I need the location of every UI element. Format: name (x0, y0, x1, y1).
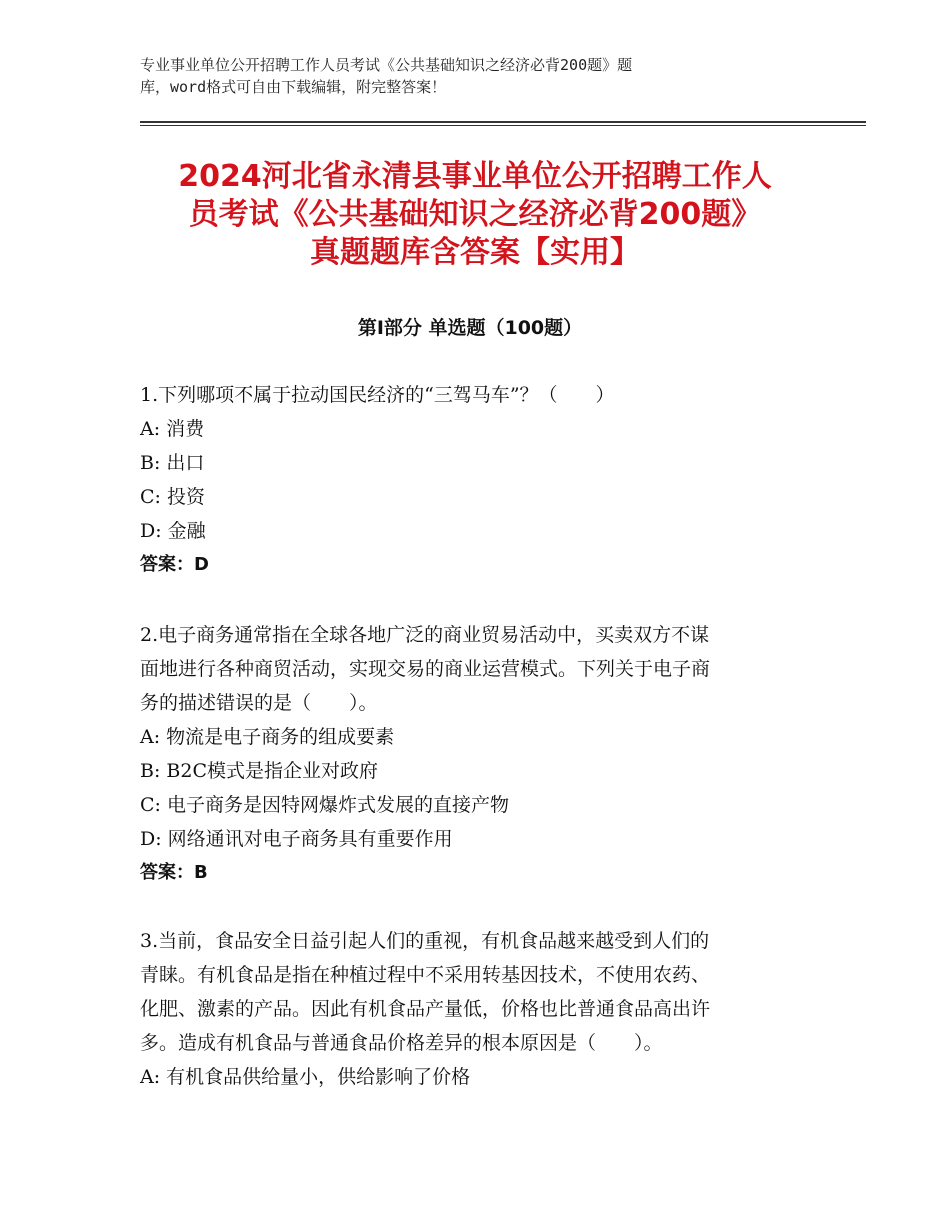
option-a: A: 有机食品供给量小，供给影响了价格 (140, 1066, 471, 1088)
header-divider-thick (140, 121, 866, 123)
section-heading: 第Ⅰ部分 单选题（100题） (357, 317, 583, 339)
title-line: 员考试《公共基础知识之经济必背200题》 (188, 197, 762, 232)
title-line: 真题题库含答案【实用】 (310, 235, 640, 270)
header-divider-thin (140, 125, 866, 126)
header-note (140, 54, 780, 98)
answer: 答案：B (140, 862, 208, 883)
question-stem: 面地进行各种商贸活动，实现交易的商业运营模式。下列关于电子商 (140, 658, 711, 680)
title-line: 2024河北省永清县事业单位公开招聘工作人 (178, 159, 772, 194)
question-2 (140, 618, 820, 890)
option-b: B: 出口 (140, 452, 205, 474)
question-1 (140, 378, 820, 582)
header-note-line: 库，word格式可自由下载编辑，附完整答案！ (140, 78, 447, 96)
header-note-line: 专业事业单位公开招聘工作人员考试《公共基础知识之经济必背200题》题 (140, 56, 633, 74)
question-3 (140, 924, 820, 1094)
option-c: C: 投资 (140, 486, 205, 508)
document-title (110, 158, 840, 272)
option-d: D: 网络通讯对电子商务具有重要作用 (140, 828, 453, 850)
question-stem: 务的描述错误的是（ ）。 (140, 692, 378, 714)
option-d: D: 金融 (140, 520, 206, 542)
option-a: A: 消费 (140, 418, 205, 440)
question-stem: 2.电子商务通常指在全球各地广泛的商业贸易活动中，买卖双方不谋 (140, 624, 710, 646)
option-a: A: 物流是电子商务的组成要素 (140, 726, 395, 748)
question-stem: 1.下列哪项不属于拉动国民经济的“三驾马车”？（ ） (140, 384, 615, 406)
answer: 答案：D (140, 554, 209, 575)
question-stem: 青睐。有机食品是指在种植过程中不采用转基因技术，不使用农药、 (140, 964, 711, 986)
option-b: B: B2C模式是指企业对政府 (140, 760, 378, 782)
question-stem: 3.当前，食品安全日益引起人们的重视，有机食品越来越受到人们的 (140, 930, 710, 952)
question-stem: 化肥、激素的产品。因此有机食品产量低，价格也比普通食品高出许 (140, 998, 711, 1020)
option-c: C: 电子商务是因特网爆炸式发展的直接产物 (140, 794, 509, 816)
question-stem: 多。造成有机食品与普通食品价格差异的根本原因是（ ）。 (140, 1032, 663, 1054)
